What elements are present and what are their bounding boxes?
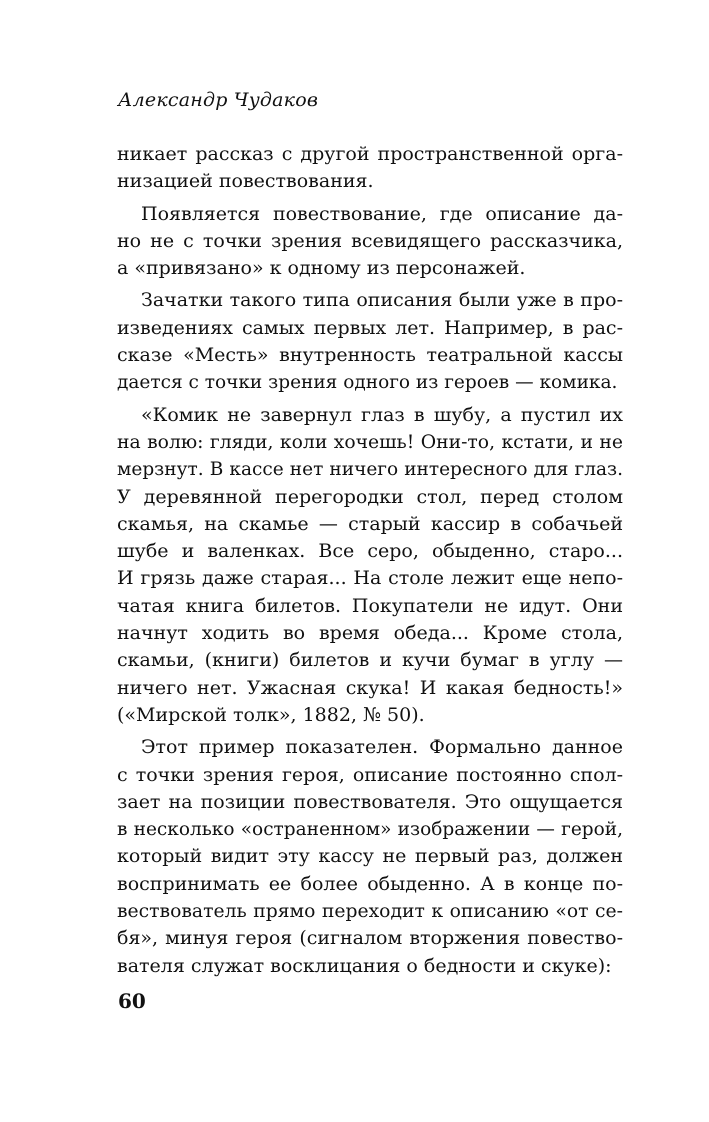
text-line: шубе и валенках. Все серо, обыденно, старо... bbox=[117, 540, 623, 563]
text-line: У деревянной перегородки стол, перед столом bbox=[117, 485, 623, 508]
text-line: который видит эту кассу не первый раз, должен bbox=[117, 845, 623, 868]
text-line: никает рассказ с другой пространственной орга- bbox=[117, 143, 623, 165]
text-line: («Мирской толк», 1882, № 50). bbox=[117, 703, 425, 726]
paragraph bbox=[117, 201, 623, 283]
text-line: мерзнут. В кассе нет ничего интересного для глаз. bbox=[117, 459, 623, 481]
text-line: И грязь даже старая... На столе лежит еще непо- bbox=[117, 567, 623, 590]
paragraph bbox=[117, 287, 623, 396]
text-line: вателя служат восклицания о бедности и скуке): bbox=[117, 954, 612, 977]
text-line: воспринимать ее более обыденно. А в конце по- bbox=[117, 872, 623, 895]
text-line: бя», минуя героя (сигналом вторжения повество- bbox=[117, 927, 623, 950]
text-line: изведениях самых первых лет. Например, в рас- bbox=[117, 316, 623, 339]
body-text bbox=[117, 141, 623, 980]
text-line: сказе «Месть» внутренность театральной кассы bbox=[117, 344, 623, 367]
text-line: зает на позиции повествователя. Это ощущается bbox=[117, 790, 623, 813]
text-line: «Комик не завернул глаз в шубу, а пустил их bbox=[141, 403, 623, 426]
text-line: а «привязано» к одному из персонажей. bbox=[117, 257, 526, 280]
paragraph bbox=[117, 402, 623, 730]
text-line: вествователь прямо переходит к описанию «от се- bbox=[117, 901, 623, 923]
paragraph bbox=[117, 734, 623, 980]
text-line: чатая книга билетов. Покупатели не идут. Они bbox=[117, 594, 623, 617]
text-line: на волю: гляди, коли хочешь! Они-то, кстати, и не bbox=[117, 431, 623, 453]
text-line: но не с точки зрения всевидящего рассказчика, bbox=[117, 229, 623, 252]
text-line: Этот пример показателен. Формально данное bbox=[141, 736, 623, 759]
paragraph bbox=[117, 141, 623, 196]
text-line: ничего нет. Ужасная скука! И какая бедность!» bbox=[117, 676, 623, 699]
text-line: низацией повествования. bbox=[117, 170, 374, 193]
text-line: Появляется повествование, где описание да- bbox=[141, 202, 623, 225]
running-head: Александр Чудаков bbox=[118, 89, 319, 111]
text-line: скамьи, (книги) билетов и кучи бумаг в углу — bbox=[117, 649, 623, 672]
text-line: дается с точки зрения одного из героев — комика. bbox=[117, 372, 618, 394]
text-line: с точки зрения героя, описание постоянно спол- bbox=[117, 763, 623, 786]
page-number: 60 bbox=[118, 989, 146, 1013]
text-line: скамья, на скамье — старый кассир в собачьей bbox=[117, 512, 623, 535]
text-line: начнут ходить во время обеда... Кроме стола, bbox=[117, 622, 623, 645]
text-line: в несколько «остраненном» изображении — герой, bbox=[117, 819, 623, 841]
text-line: Зачатки такого типа описания были уже в про- bbox=[141, 289, 623, 312]
